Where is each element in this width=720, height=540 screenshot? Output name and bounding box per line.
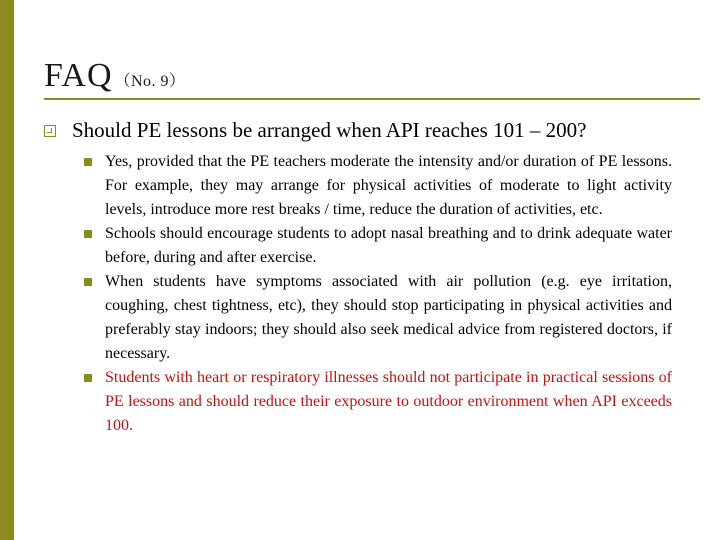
list-item-text: Schools should encourage students to adopt nasal breathing and to drink adequate water before, during and after exercise. xyxy=(105,225,672,266)
square-bullet-icon xyxy=(84,278,92,286)
title-divider xyxy=(44,98,700,100)
answer-list xyxy=(84,150,672,438)
list-item xyxy=(84,270,672,366)
square-bullet-icon xyxy=(84,158,92,166)
list-item-text: Yes, provided that the PE teachers moderate the intensity and/or duration of PE lessons. For example, they may arrange for physical activities of moderate to light activity levels, introduce more rest breaks / time, reduce the duration of activities, etc. xyxy=(105,153,672,218)
question-row xyxy=(44,116,694,144)
square-bullet-icon xyxy=(84,230,92,238)
list-item-text: When students have symptoms associated with air pollution (e.g. eye irritation, coughing, chest tightness, etc), they should stop participating in physical activities and preferably stay indoors; they should also seek medical advice from registered doctors, if necessary. xyxy=(105,273,672,362)
question-text: Should PE lessons be arranged when API reaches 101 – 200? xyxy=(72,118,587,142)
list-item-text: Students with heart or respiratory illnesses should not participate in practical sessions of PE lessons and should reduce their exposure to outdoor environment when API exceeds 100. xyxy=(105,369,672,434)
square-bullet-icon xyxy=(84,374,92,382)
box-bullet-icon xyxy=(44,125,56,137)
list-item xyxy=(84,222,672,270)
list-item xyxy=(84,150,672,222)
title-subtitle: （No. 9） xyxy=(114,73,186,90)
list-item-highlighted xyxy=(84,366,672,438)
side-accent-bar xyxy=(0,0,14,540)
slide-title xyxy=(44,56,186,102)
title-text: FAQ xyxy=(44,57,113,94)
